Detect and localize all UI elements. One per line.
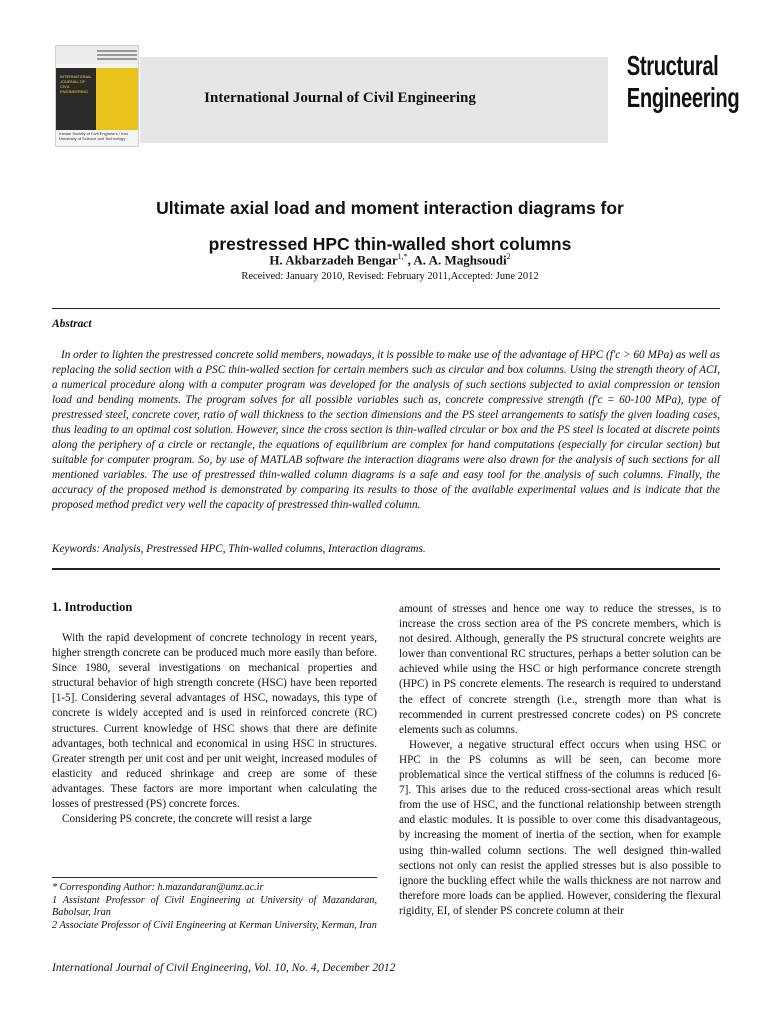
keywords: Keywords: Analysis, Prestressed HPC, Thin-walled columns, Interaction diagrams. — [52, 543, 426, 555]
divider-top — [52, 308, 720, 309]
abstract-text: In order to lighten the prestressed concrete solid members, nowadays, it is possible to make use of the advantage of HPC (f'c > 60 MPa) as well as replacing the solid section with a PSC thin-walled section for certain members such as circular and box columns. Using the strength theory of ACI, a numerical procedure along with a computer program was developed for the analysis of such sections subjected to axial compression or tension load and bending moments. The program solves for all possible variables such as, concrete compressive strength (f'c = 60-100 MPa), type of prestressed steel, concrete cover, ratio of wall thickness to the section dimensions and the PS steel arrangements to satisfy the given loading cases, thus leading to an optimal cost solution. However, since the cross section is thin-walled circular or box and the PS steel is located at discrete points along the periphery of a circle or rectangle, the equations of equilibrium are complex for hand computations (especially for circular section) but suitable for computer program. So, by use of MATLAB software the interaction diagrams were also drawn for the analysis of such sections for all mentioned variables. The use of prestressed thin-walled column diagrams is a safe and easy tool for the analysis of such columns. Finally, the accuracy of the proposed method is demonstrated by comparing its results to those of the available experimental values and is indicate that the proposed method predict very well the capacity of prestressed thin-walled column. — [52, 349, 720, 511]
title-line-2: prestressed HPC thin-walled short columns — [208, 234, 572, 254]
author-1: H. Akbarzadeh Bengar — [269, 252, 398, 268]
body-column-left — [52, 631, 377, 827]
received-dates: Received: January 2010, Revised: February 2011,Accepted: June 2012 — [241, 271, 539, 282]
footnote-1: 1 Assistant Professor of Civil Engineering at University of Mazandaran, Babolsar, Iran — [52, 894, 377, 918]
author-2-affiliation: 2 — [506, 252, 511, 261]
divider-bottom — [52, 568, 720, 570]
journal-cover-thumbnail — [55, 45, 139, 147]
section-brand — [626, 50, 740, 114]
footnote-corresponding-author: * Corresponding Author: h.mazandaran@umz.ac.ir — [52, 882, 264, 893]
footnotes — [52, 882, 377, 932]
title-line-1: Ultimate axial load and moment interaction diagrams for — [156, 198, 624, 218]
abstract-heading: Abstract — [52, 318, 92, 330]
footnote-divider — [52, 877, 377, 878]
author-1-affiliation: 1,* — [397, 252, 408, 261]
section-heading-introduction: 1. Introduction — [52, 600, 133, 614]
footnote-2: 2 Associate Professor of Civil Engineering at Kerman University, Kerman, Iran — [52, 919, 377, 931]
brand-line-1: Structural — [626, 50, 719, 81]
body-column-right — [399, 602, 721, 919]
journal-name: International Journal of Civil Engineering — [204, 90, 476, 106]
author-2: , A. A. Maghsoudi — [407, 252, 507, 268]
paragraph: amount of stresses and hence one way to reduce the stresses, is to increase the cross section area of the PS concrete members, which is not desired. Although, generally the PS structural concrete weights are lower than conventional RC structures, perhaps a better solution can be achieved while using the HSC or high performance concrete strength (HPC) in PS concrete elements. The research is required to understand the effect of concrete strength (i.e., strength more than what is recommended in current prestressed concrete codes) on PS concrete elements such as columns. — [399, 603, 721, 736]
cover-footer: Iranian Society of Civil Engineers / Iran University of Science and Technology — [59, 131, 128, 141]
brand-line-2: Engineering — [626, 82, 740, 113]
authors — [60, 252, 720, 268]
page-footer-citation: International Journal of Civil Engineering, Vol. 10, No. 4, December 2012 — [52, 962, 396, 974]
cover-title: INTERNATIONAL JOURNAL OF CIVIL ENGINEERING — [60, 74, 92, 94]
paragraph: With the rapid development of concrete technology in recent years, higher strength concrete can be produced much more easily than before. Since 1980, several investigations on mechanical properties and structural behavior of high strength concrete (HSC) have been reported [1-5]. Considering several advantages of HSC, nowadays, this type of concrete is widely accepted and is used in reinforced concrete (RC) structures. Current knowledge of HSC shows that there are definite advantages, both technical and economical in using HSC in structures. Greater strength per unit cost and per unit weight, increased modules of elasticity and reduced shrinkage and creep are some of these advantages. These factors are more important when calculating the losses of prestressed (PS) concrete forces. — [52, 632, 377, 811]
paragraph: However, a negative structural effect occurs when using HSC or HPC in the PS columns as will be seen, can become more problematical since the vertical stiffness of the columns is reduced [6-7]. This arises due to the reduced cross-sectional areas which result from the use of HSC, and the functional relationship between strength and elastic modules. It is possible to over come this disadvantageous, by increasing the moment of inertia of the section, when for example using thin-walled column sections. The well designed thin-walled sections not only can resist the applied stresses but is also possible to ignore the buckling effect while the walls thickness are not narrow and therefore more loads can be applied. However, considering the flexural rigidity, EI, of slender PS concrete column at their — [399, 738, 721, 917]
paragraph: Considering PS concrete, the concrete will resist a large — [62, 813, 312, 826]
